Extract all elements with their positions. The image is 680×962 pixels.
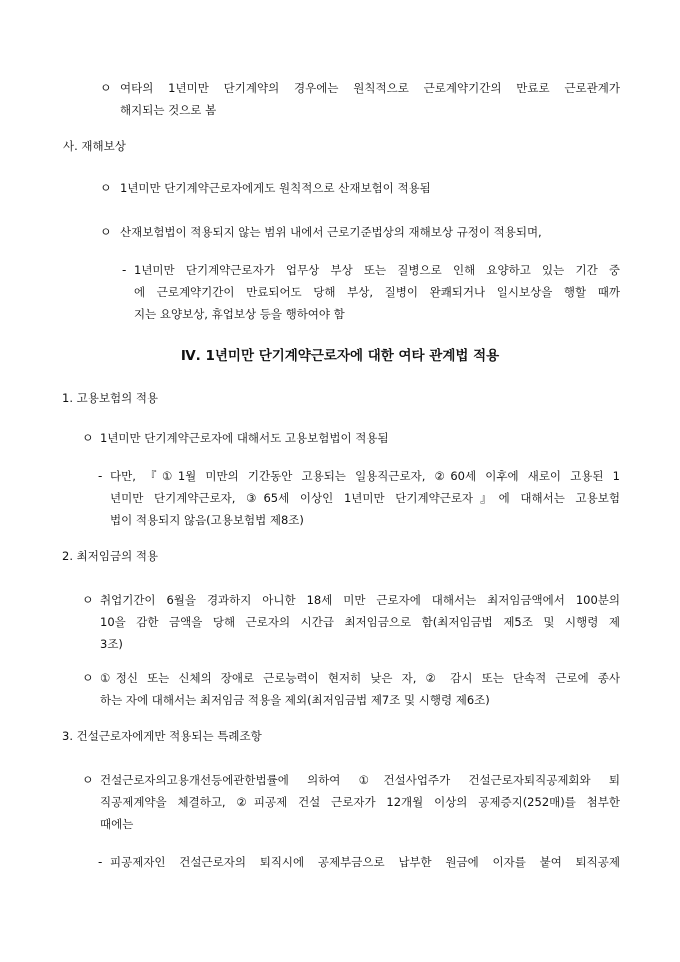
text-line: 여타의 1년미만 단기계약의 경우에는 원칙적으로 근로계약기간의 만료로 근로관계가 xyxy=(120,81,620,95)
circle-bullet: ㅇ xyxy=(100,81,112,95)
text-line: 직공제계약을 체결하고, ②피공제 건설 근로자가 12개월 이상의 공제증지(252매)를 첨부한 xyxy=(100,795,620,809)
circle-bullet: ㅇ xyxy=(82,773,94,787)
section-heading: 2. 최저임금의 적용 xyxy=(62,549,159,563)
circle-bullet: ㅇ xyxy=(100,225,112,239)
text-line: 1년미만 단기계약근로자에 대해서도 고용보험법이 적용됨 xyxy=(100,431,389,445)
text-line: 법이 적용되지 않음(고용보험법 제8조) xyxy=(110,513,304,527)
text-line: 때에는 xyxy=(100,817,134,831)
circle-bullet: ㅇ xyxy=(82,431,94,445)
text-line: 해지되는 것으로 봄 xyxy=(120,103,217,117)
text-line: 3조) xyxy=(100,637,123,651)
dash-bullet: - xyxy=(98,469,103,483)
text-line: 지는 요양보상, 휴업보상 등을 행하여야 함 xyxy=(134,307,345,321)
section-heading: 1. 고용보험의 적용 xyxy=(62,391,159,405)
section-heading: 3. 건설근로자에게만 적용되는 특례조항 xyxy=(62,729,262,743)
section-heading: 사. 재해보상 xyxy=(63,139,126,153)
text-line: 산재보험법이 적용되지 않는 범위 내에서 근로기준법상의 재해보상 규정이 적용되며, xyxy=(120,225,542,239)
circle-bullet: ㅇ xyxy=(82,593,94,607)
text-line: ①정신 또는 신체의 장애로 근로능력이 현저히 낮은 자, ② 감시 또는 단속적 근로에 종사 xyxy=(100,671,620,685)
chapter-heading: Ⅳ. 1년미만 단기계약근로자에 대한 여타 관계법 적용 xyxy=(180,348,500,364)
text-line: 1년미만 단기계약근로자에게도 원칙적으로 산재보험이 적용됨 xyxy=(120,181,431,195)
dash-bullet: - xyxy=(122,263,127,277)
text-line: 에 근로계약기간이 만료되어도 당해 부상, 질병이 완쾌되거나 일시보상을 행할 때까 xyxy=(134,285,620,299)
circle-bullet: ㅇ xyxy=(82,671,94,685)
text-line: 취업기간이 6월을 경과하지 아니한 18세 미만 근로자에 대해서는 최저임금액에서 100분의 xyxy=(100,593,620,607)
circle-bullet: ㅇ xyxy=(100,181,112,195)
text-line: 10을 감한 금액을 당해 근로자의 시간급 최저임금으로 함(최저임금법 제5조 및 시행령 제 xyxy=(100,615,620,629)
text-line: 1년미만 단기계약근로자가 업무상 부상 또는 질병으로 인해 요양하고 있는 기간 중 xyxy=(134,263,620,277)
text-line: 건설근로자의고용개선등에관한법률에 의하여 ①건설사업주가 건설근로자퇴직공제회와 퇴 xyxy=(100,773,620,787)
dash-bullet: - xyxy=(98,855,103,869)
text-line: 하는 자에 대해서는 최저임금 적용을 제외(최저임금법 제7조 및 시행령 제6조) xyxy=(100,693,490,707)
text-line: 년미만 단기계약근로자, ③65세 이상인 1년미만 단기계약근로자』에 대해서는 고용보험 xyxy=(110,491,620,505)
text-line: 피공제자인 건설근로자의 퇴직시에 공제부금으로 납부한 원금에 이자를 붙여 퇴직공제 xyxy=(110,855,620,869)
text-line: 다만, 『①1월 미만의 기간동안 고용되는 일용직근로자, ②60세 이후에 새로이 고용된 1 xyxy=(110,469,620,483)
